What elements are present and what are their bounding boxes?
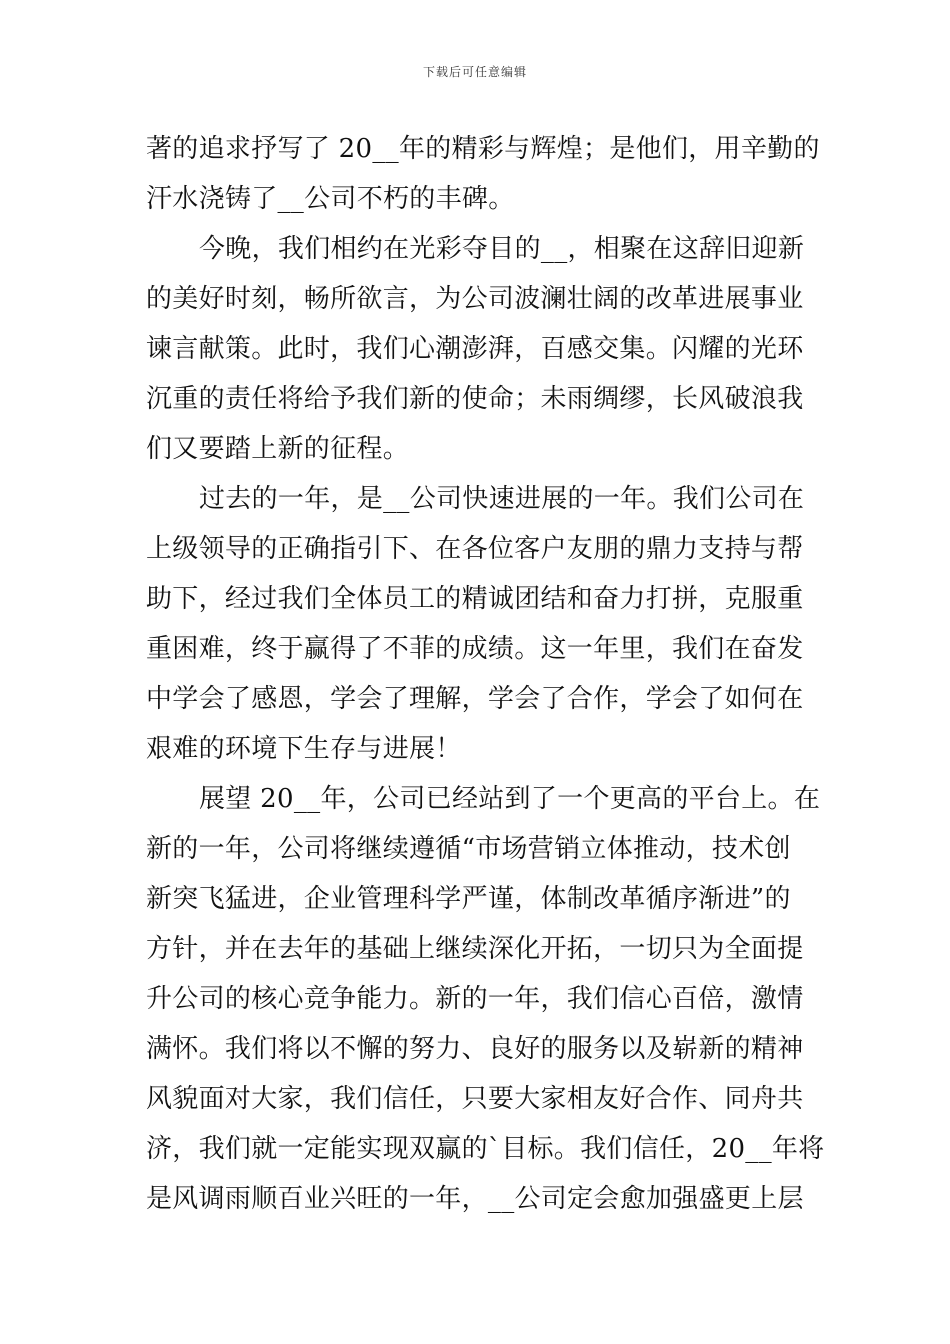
text-line: 艰难的环境下生存与进展！ [146,734,462,764]
text-line: 谏言献策。此时，我们心潮澎湃，百感交集。闪耀的光环 [146,334,804,364]
text-line: 重困难，终于赢得了不菲的成绩。这一年里，我们在奋发 [146,634,804,664]
text-line: 汗水浇铸了__公司不朽的丰碑。 [146,184,515,214]
document-body [146,124,825,1224]
paragraph-first-line: 展望 20__年，公司已经站到了一个更高的平台上。在 [199,784,821,814]
page-header: 下载后可任意编辑 [422,65,527,79]
text-line: 著的追求抒写了 20__年的精彩与辉煌；是他们，用辛勤的 [146,134,820,164]
text-line: 中学会了感恩，学会了理解，学会了合作，学会了如何在 [146,684,804,714]
text-line: 新的一年，公司将继续遵循“市场营销立体推动，技术创 [146,834,791,864]
text-line: 升公司的核心竞争能力。新的一年，我们信心百倍，激情 [146,984,804,1014]
text-line: 方针，并在去年的基础上继续深化开拓，一切只为全面提 [146,934,804,964]
text-line: 济，我们就一定能实现双赢的`目标。我们信任，20__年将 [146,1134,825,1164]
text-line: 沉重的责任将给予我们新的使命；未雨绸缪，长风破浪我 [146,384,804,414]
text-line: 们又要踏上新的征程。 [146,434,410,464]
text-line: 风貌面对大家，我们信任，只要大家相友好合作、同舟共 [146,1084,804,1114]
paragraph-first-line: 过去的一年，是__公司快速进展的一年。我们公司在 [199,484,805,514]
text-line: 的美好时刻，畅所欲言，为公司波澜壮阔的改革进展事业 [146,284,804,314]
text-line: 助下，经过我们全体员工的精诚团结和奋力打拼，克服重 [146,584,804,614]
text-line: 满怀。我们将以不懈的努力、良好的服务以及崭新的精神 [146,1034,804,1064]
paragraph-first-line: 今晚，我们相约在光彩夺目的__，相聚在这辞旧迎新 [199,234,805,264]
text-line: 上级领导的正确指引下、在各位客户友朋的鼎力支持与帮 [146,534,804,564]
text-line: 新突飞猛进，企业管理科学严谨，体制改革循序渐进”的 [146,884,791,914]
text-line: 是风调雨顺百业兴旺的一年，__公司定会愈加强盛更上层 [146,1184,804,1214]
